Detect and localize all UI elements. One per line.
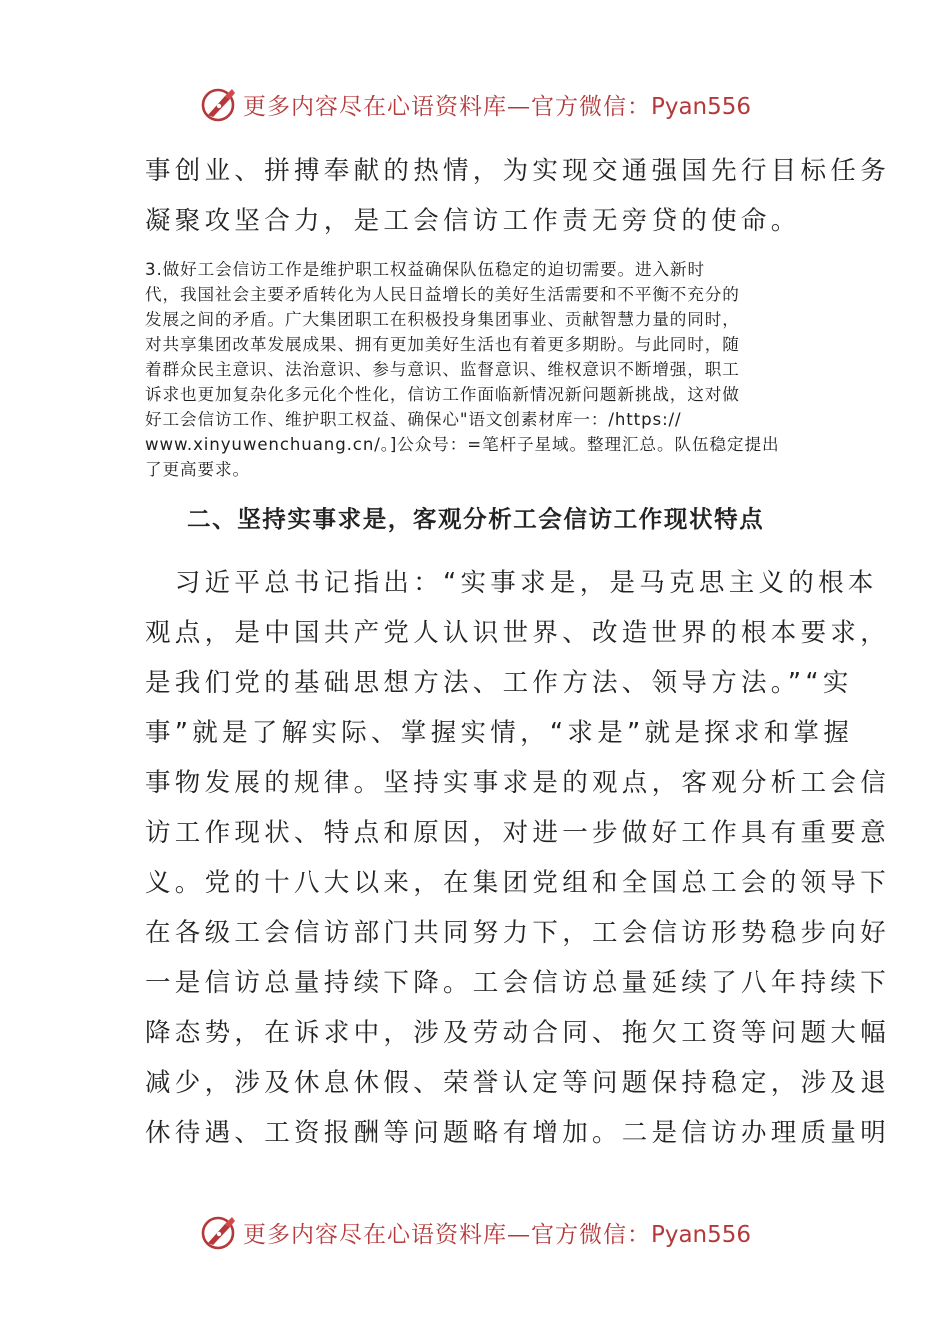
text-line: 观点，是中国共产党人认识世界、改造世界的根本要求， xyxy=(145,618,891,648)
pen-nib-logo-icon xyxy=(199,84,239,124)
header-brand-text: 更多内容尽在心语资料库—官方微信：Pyan556 xyxy=(242,93,752,120)
text-line: 事物发展的规律。坚持实事求是的观点，客观分析工会信 xyxy=(145,768,891,798)
pen-nib-logo-icon xyxy=(199,1212,239,1252)
text-line: 发展之间的矛盾。广大集团职工在积极投身集团事业、贡献智慧力量的同时， xyxy=(145,310,740,329)
text-line: 好工会信访工作、维护职工权益、确保心"语文创素材库一：/https:// xyxy=(145,410,682,429)
text-line: 是我们党的基础思想方法、工作方法、领导方法。”“实 xyxy=(145,668,853,698)
text-line: 对共享集团改革发展成果、拥有更加美好生活也有着更多期盼。与此同时，随 xyxy=(145,335,740,354)
text-line: 事”就是了解实际、掌握实情，“求是”就是探求和掌握 xyxy=(145,718,854,748)
text-line: 了更高要求。 xyxy=(145,460,250,479)
paragraph-point-3 xyxy=(145,257,810,482)
text-line: 习近平总书记指出：“实事求是，是马克思主义的根本 xyxy=(145,568,878,598)
text-line: 代，我国社会主要矛盾转化为人民日益增长的美好生活需要和不平衡不充分的 xyxy=(145,285,740,304)
text-line: 降态势，在诉求中，涉及劳动合同、拖欠工资等问题大幅 xyxy=(145,1018,891,1048)
wechat-handle: Pyan556 xyxy=(650,1221,752,1248)
text-line: 事创业、拼搏奉献的热情，为实现交通强国先行目标任务 xyxy=(145,156,891,186)
text-line: 着群众民主意识、法治意识、参与意识、监督意识、维权意识不断增强，职工 xyxy=(145,360,740,379)
text-line: 在各级工会信访部门共同努力下，工会信访形势稳步向好 xyxy=(145,918,891,948)
text-line: 减少，涉及休息休假、荣誉认定等问题保持稳定，涉及退 xyxy=(145,1068,891,1098)
text-line: 凝聚攻坚合力，是工会信访工作责无旁贷的使命。 xyxy=(145,206,801,236)
text-line: www.xinyuwenchuang.cn/。]公众号：=笔杆子星域。整理汇总。队伍稳定提出 xyxy=(145,435,780,454)
text-line: 一是信访总量持续下降。工会信访总量延续了八年持续下 xyxy=(145,968,891,998)
text-line: 诉求也更加复杂化多元化个性化，信访工作面临新情况新问题新挑战，这对做 xyxy=(145,385,740,404)
text-line: 访工作现状、特点和原因，对进一步做好工作具有重要意 xyxy=(145,818,891,848)
text-line: 义。党的十八大以来，在集团党组和全国总工会的领导下 xyxy=(145,868,891,898)
wechat-handle: Pyan556 xyxy=(650,93,752,120)
text-line: 休待遇、工资报酬等问题略有增加。二是信访办理质量明 xyxy=(145,1118,891,1148)
header-watermark xyxy=(0,82,950,126)
paragraph-section-body xyxy=(145,558,891,1158)
paragraph-intro-continuation xyxy=(145,146,891,246)
footer-watermark xyxy=(0,1210,950,1254)
footer-brand-text: 更多内容尽在心语资料库—官方微信：Pyan556 xyxy=(242,1221,752,1248)
section-heading: 二、坚持实事求是，客观分析工会信访工作现状特点 xyxy=(187,505,765,533)
text-line: 3.做好工会信访工作是维护职工权益确保队伍稳定的迫切需要。进入新时 xyxy=(145,260,705,279)
